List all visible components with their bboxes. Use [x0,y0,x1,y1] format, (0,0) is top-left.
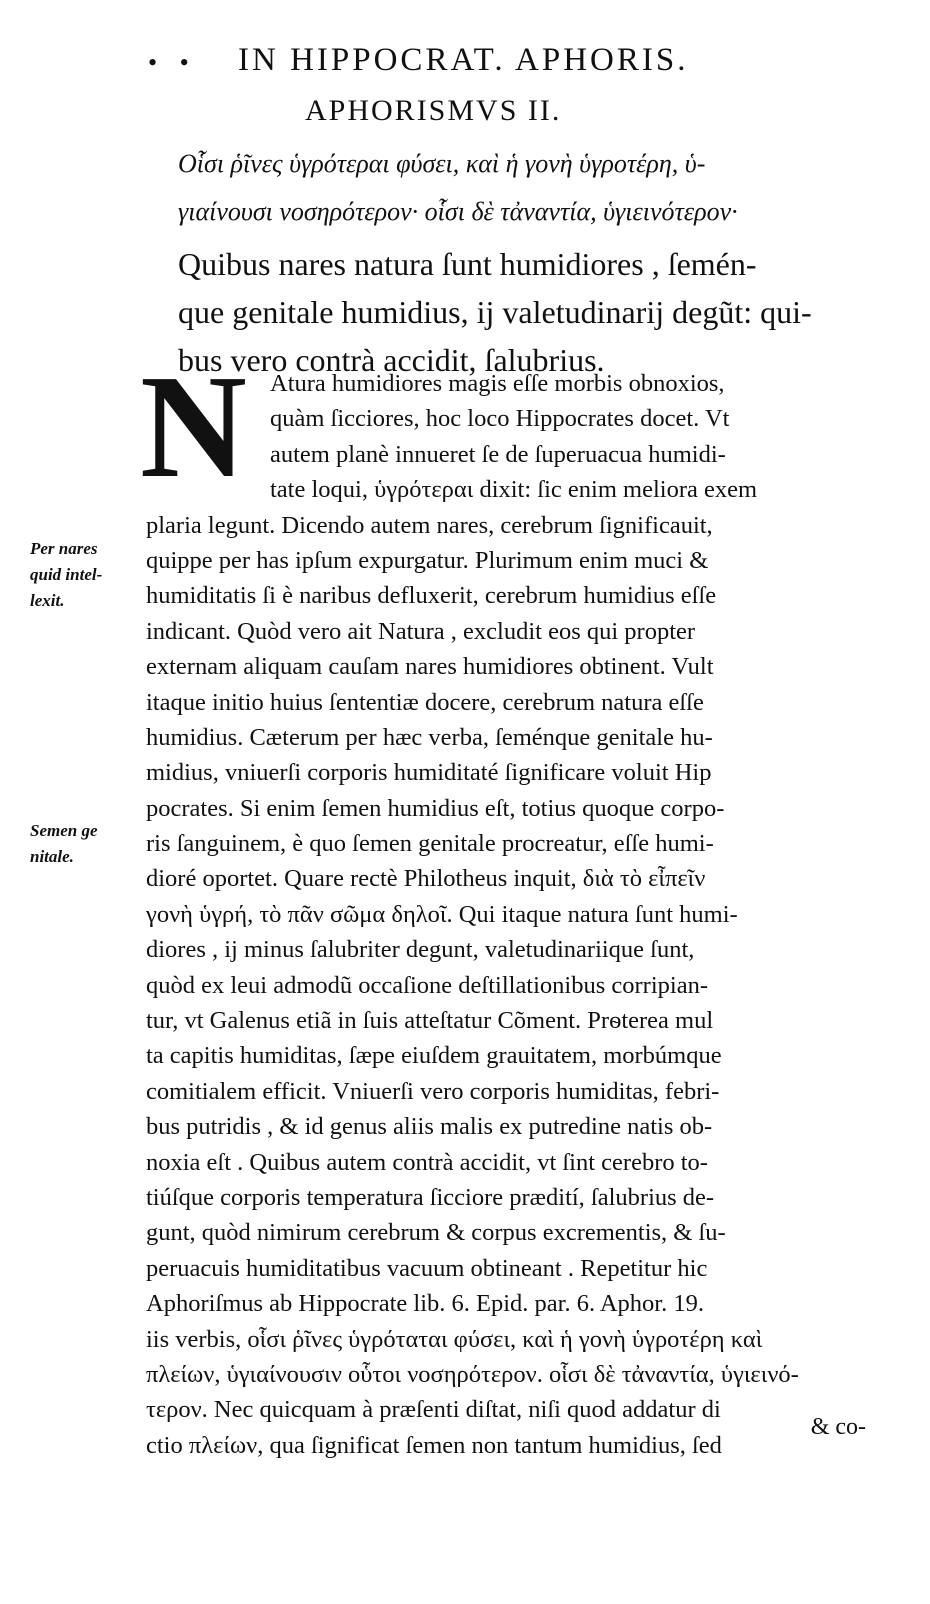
commentary-line: itaque initio huius ſententiæ docere, cerebrum natura eſſe [146,688,704,716]
commentary-line: externam aliquam cauſam nares humidiores obtinent. Vult [146,653,714,681]
commentary-line: comitialem efficit. Vniuerſi vero corporis humiditas, febri- [146,1077,720,1105]
commentary-line: indicant. Quòd vero ait Natura , excludit eos qui propter [146,617,696,645]
running-head: IN HIPPOCRAT. APHORIS. [238,42,689,78]
commentary-line: gunt, quòd nimirum cerebrum & corpus excrementis, & ſu- [146,1219,726,1247]
commentary-line: quàm ſicciores, hoc loco Hippocrates docet. Vt [270,405,730,433]
commentary-line: autem planè innueret ſe de ſuperuacua humidi- [270,440,726,468]
margin-note-line: quid intel- [30,565,103,584]
commentary-line: peruacuis humiditatibus vacuum obtineant . Repetitur hic [146,1254,708,1282]
commentary-line: humiditatis ſi è naribus defluxerit, cerebrum humidius eſſe [146,582,717,610]
aphorism-greek [178,140,878,236]
commentary-line: τερον. Nec quicquam à præſenti diſtat, niſi quod addatur di [146,1396,721,1424]
commentary-line: quòd ex leui admodũ occaſione deſtillationibus corripian- [146,971,708,999]
commentary-line: midius, vniuerſi corporis humiditaté ſignificare voluit Hip [146,759,712,787]
commentary-line: pocrates. Si enim ſemen humidius eſt, totius quoque corpo- [146,794,725,822]
catchword: & co- [810,1414,866,1440]
margin-note-line: Semen ge [30,821,98,840]
commentary-line: tate loqui, ὑγρότεραι dixit: ſic enim meliora exem [270,476,758,504]
commentary-line: iis verbis, οἷσι ῥῖνες ὑγρόταται φύσει, καὶ ἡ γονὴ ὑγροτέρη καὶ [146,1325,763,1353]
margin-note-nares [30,536,102,614]
aphorism-latin [178,240,878,384]
commentary-line: dioré oportet. Quare rectè Philotheus inquit, διὰ τὸ εἶπεῖν [146,865,706,893]
commentary-body [146,366,876,1463]
commentary-line: tur, vt Galenus etiã in ſuis atteſtatur Cõment. Prѳterea mul [146,1007,714,1035]
commentary-line: humidius. Cæterum per hæc verba, ſeménque genitale hu- [146,723,713,751]
commentary-line: noxia eſt . Quibus autem contrà accidit, vt ſint cerebro to- [146,1148,708,1176]
commentary-line: plaria legunt. Dicendo autem nares, cerebrum ſignificauit, [146,511,713,539]
greek-line: γιαίνουσι νοσηρότερον· οἷσι δὲ τἀναντία, ὑγιεινότερον· [178,197,738,226]
margin-note-line: Per nares [30,539,98,558]
section-title: APHORISMVS II. [305,94,562,127]
commentary-line: γονὴ ὑγρή, τὸ πᾶν σῶμα δηλοῖ. Qui itaque natura ſunt humi- [146,900,738,928]
latin-line: que genitale humidius, ij valetudinarij degũt: qui- [178,294,812,330]
commentary-line: tiúſque corporis temperatura ſicciore prædití, ſalubrius de- [146,1183,715,1211]
commentary-line: ta capitis humiditas, ſæpe eiuſdem grauitatem, morbúmque [146,1042,722,1070]
margin-note-semen [30,818,98,870]
margin-note-line: nitale. [30,847,74,866]
header-ornament: • • [148,48,197,77]
greek-line: Οἷσι ῥῖνες ὑγρότεραι φύσει, καὶ ἡ γονὴ ὑγροτέρη, ὑ- [178,149,706,178]
commentary-line: Aphoriſmus ab Hippocrate lib. 6. Epid. par. 6. Aphor. 19. [146,1290,704,1318]
commentary-line: Atura humidiores magis eſſe morbis obnoxios, [270,370,725,397]
commentary-line: quippe per has ipſum expurgatur. Plurimum enim muci & [146,546,709,574]
latin-line: bus vero contrà accidit, ſalubrius. [178,342,605,378]
latin-line: Quibus nares natura ſunt humidiores , ſemén- [178,246,757,282]
commentary-line: ris ſanguinem, è quo ſemen genitale procreatur, eſſe humi- [146,830,714,858]
margin-note-line: lexit. [30,591,65,610]
commentary-line: ctio πλείων, qua ſignificat ſemen non tantum humidius, ſed [146,1431,722,1459]
commentary-line: bus putridis , & id genus aliis malis ex putredine natis ob- [146,1113,713,1141]
commentary-line: diores , ij minus ſalubriter degunt, valetudinariique ſunt, [146,936,695,964]
commentary-line: πλείων, ὑγιαίνουσιν οὗτοι νοσηρότερον. οἷσι δὲ τἀναντία, ὑγιεινό- [146,1360,799,1388]
drop-cap: N [140,372,247,482]
